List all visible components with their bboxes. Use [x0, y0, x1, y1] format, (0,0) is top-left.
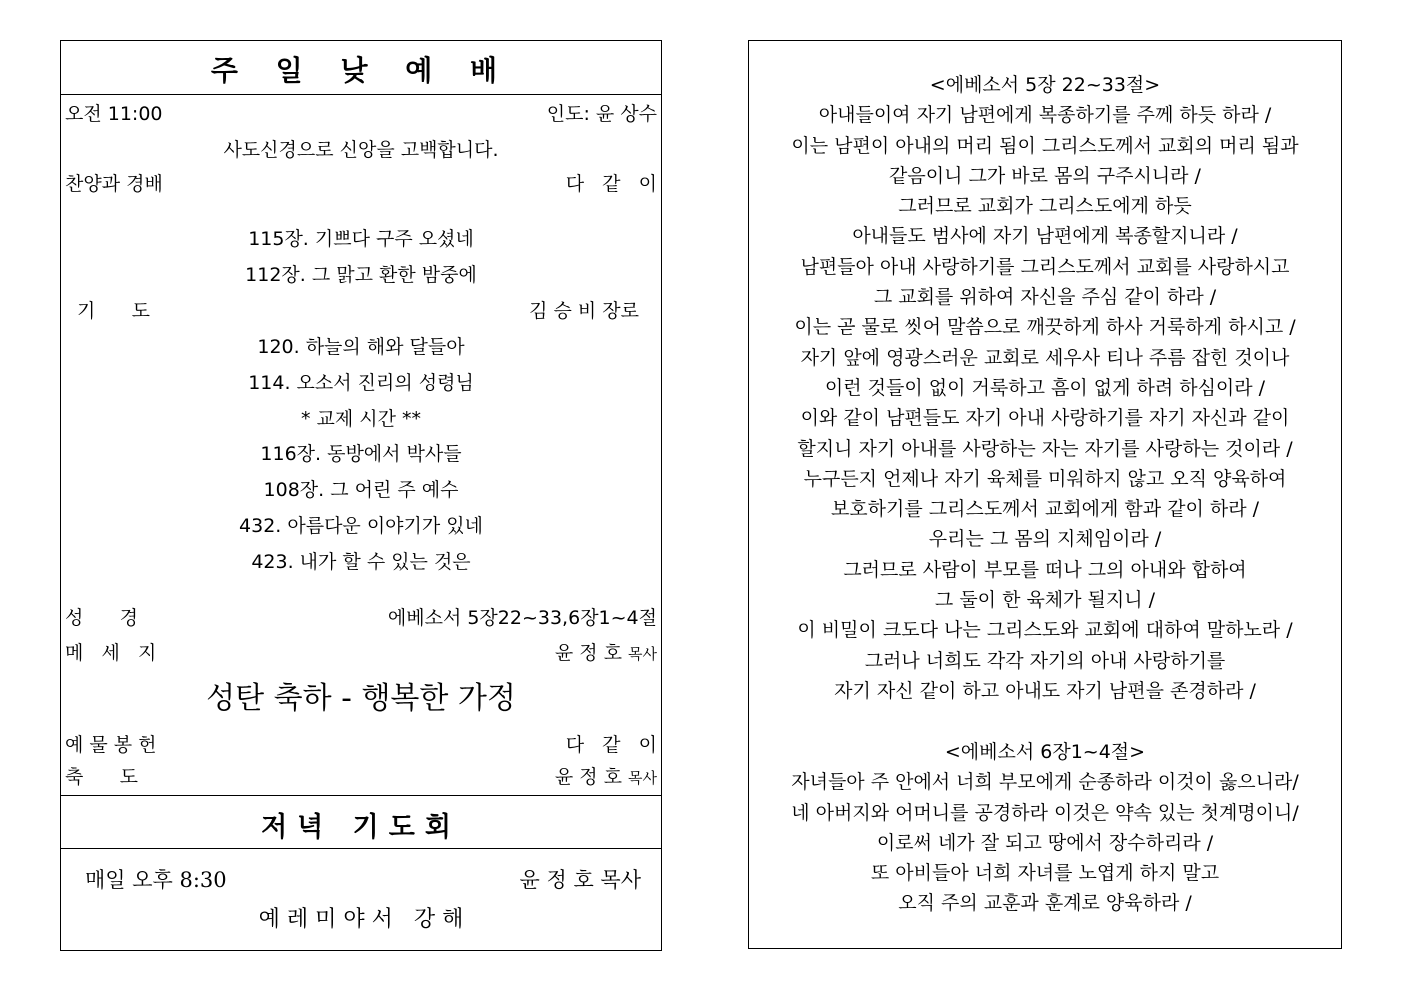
prayer-by: 김 승 비 장로: [529, 300, 639, 322]
verse-line: 그 교회를 위하여 자신을 주심 같이 하라 /: [873, 286, 1217, 309]
verse-line: 자기 자신 같이 하고 아내도 자기 남편을 존경하라 /: [834, 679, 1256, 702]
evening-text: 예 레 미 야 서 강 해: [258, 907, 464, 932]
verse-line: 아내들이여 자기 남편에게 복종하기를 주께 하듯 하라 /: [818, 104, 1272, 127]
service-leader: 인도: 윤 상수: [546, 103, 657, 125]
divider: [61, 848, 661, 849]
divider: [61, 94, 661, 95]
worship-order-panel: [60, 40, 662, 951]
scripture-passage-1: [749, 70, 1341, 706]
preacher-name: 윤 정 호: [554, 642, 622, 664]
message-label: 메 세 지: [65, 642, 157, 664]
preacher-title: 목사: [628, 645, 657, 663]
verse-line: 이는 남편이 아내의 머리 됨이 그리스도께서 교회의 머리 됨과: [791, 134, 1299, 157]
hymn-line: 120. 하늘의 해와 달들아: [257, 336, 465, 358]
evening-row: [61, 867, 661, 893]
hymn-line: 112장. 그 맑고 환한 밤중에: [245, 264, 477, 286]
benediction-title: 목사: [628, 769, 657, 787]
praise-by: 다 같 이: [565, 173, 657, 195]
verse-line: 그러므로 사람이 부모를 떠나 그의 아내와 합하여: [843, 558, 1247, 581]
benediction-by: [555, 764, 657, 791]
benediction-label: 축 도: [65, 766, 138, 788]
prayer-row: [61, 298, 661, 324]
praise-label: 찬양과 경배: [65, 173, 163, 195]
evening-time: 매일 오후 8:30: [85, 868, 227, 892]
hymn-line: 423. 내가 할 수 있는 것은: [251, 551, 471, 573]
offering-by: 다 같 이: [565, 734, 657, 756]
hymn-line: 116장. 동방에서 박사들: [260, 443, 462, 465]
offering-row: [61, 732, 661, 758]
verse-line: 또 아비들아 너희 자녀를 노엽게 하지 말고: [870, 862, 1220, 885]
scripture-row: [61, 605, 661, 631]
service-time: 오전 11:00: [65, 103, 163, 125]
service-title: 주 일 낮 예 배: [210, 54, 512, 87]
benediction-row: [61, 764, 661, 790]
verse-line: 이와 같이 남편들도 자기 아내 사랑하기를 자기 자신과 같이: [800, 407, 1290, 430]
verse-line: 할지니 자기 아내를 사랑하는 자는 자기를 사랑하는 것이라 /: [797, 437, 1293, 460]
preacher: [555, 640, 657, 667]
prayer-label: 기 도: [77, 300, 150, 322]
verse-line: 오직 주의 교훈과 훈계로 양육하라 /: [898, 892, 1192, 915]
verse-line: 자녀들아 주 안에서 너희 부모에게 순종하라 이것이 옳으니라/: [791, 771, 1299, 794]
hymn-line: 108장. 그 어린 주 예수: [263, 479, 459, 501]
verse-line: 아내들도 범사에 자기 남편에게 복종할지니라 /: [852, 225, 1238, 248]
evening-leader: 윤 정 호 목사: [519, 868, 641, 892]
passage-title: <에베소서 5장 22~33절>: [929, 74, 1161, 96]
sermon-title: 성탄 축하 - 행복한 가정: [206, 681, 516, 716]
fellowship-line: * 교제 시간 **: [300, 408, 422, 430]
verse-line: 자기 앞에 영광스러운 교회로 세우사 티나 주름 잡힌 것이나: [800, 346, 1290, 369]
verse-line: 같음이니 그가 바로 몸의 구주시니라 /: [889, 164, 1201, 187]
verse-line: 이런 것들이 없이 거룩하고 흠이 없게 하려 하심이라 /: [824, 376, 1266, 399]
divider: [61, 795, 661, 796]
hymn-line: 432. 아름다운 이야기가 있네: [239, 515, 483, 537]
scripture-panel: [748, 40, 1342, 949]
message-row: [61, 640, 661, 666]
verse-line: 이 비밀이 크도다 나는 그리스도와 교회에 대하여 말하노라 /: [797, 619, 1293, 642]
verse-line: 그러므로 교회가 그리스도에게 하듯: [898, 195, 1192, 218]
verse-line: 그러나 너희도 각각 자기의 아내 사랑하기를: [864, 649, 1226, 672]
verse-line: 그 둘이 한 육체가 될지니 /: [934, 589, 1156, 612]
verse-line: 남편들아 아내 사랑하기를 그리스도께서 교회를 사랑하시고: [800, 255, 1290, 278]
verse-line: 보호하기를 그리스도께서 교회에게 함과 같이 하라 /: [830, 498, 1260, 521]
verse-line: 이로써 네가 잘 되고 땅에서 장수하리라 /: [876, 831, 1214, 854]
offering-label: 예 물 봉 헌: [65, 734, 157, 756]
benediction-name: 윤 정 호: [554, 766, 622, 788]
praise-row: [61, 171, 661, 197]
creed-line: 사도신경으로 신앙을 고백합니다.: [223, 139, 499, 161]
scripture-ref: 에베소서 5장22~33,6장1~4절: [387, 607, 657, 629]
hymn-line: 115장. 기쁘다 구주 오셨네: [248, 228, 474, 250]
evening-title: 저녁 기도회: [261, 812, 461, 843]
verse-line: 우리는 그 몸의 지체임이라 /: [928, 528, 1162, 551]
hymn-line: 114. 오소서 진리의 성령님: [248, 372, 474, 394]
scripture-passage-2: [749, 737, 1341, 919]
scripture-label: 성 경: [65, 607, 138, 629]
verse-line: 이는 곧 물로 씻어 말씀으로 깨끗하게 하사 거룩하게 하시고 /: [794, 316, 1296, 339]
verse-line: 네 아버지와 어머니를 공경하라 이것은 약속 있는 첫계명이니/: [791, 801, 1299, 824]
service-time-row: [61, 101, 661, 127]
verse-line: 누구든지 언제나 자기 육체를 미워하지 않고 오직 양육하여: [803, 467, 1287, 490]
passage-title: <에베소서 6장1~4절>: [944, 741, 1146, 763]
